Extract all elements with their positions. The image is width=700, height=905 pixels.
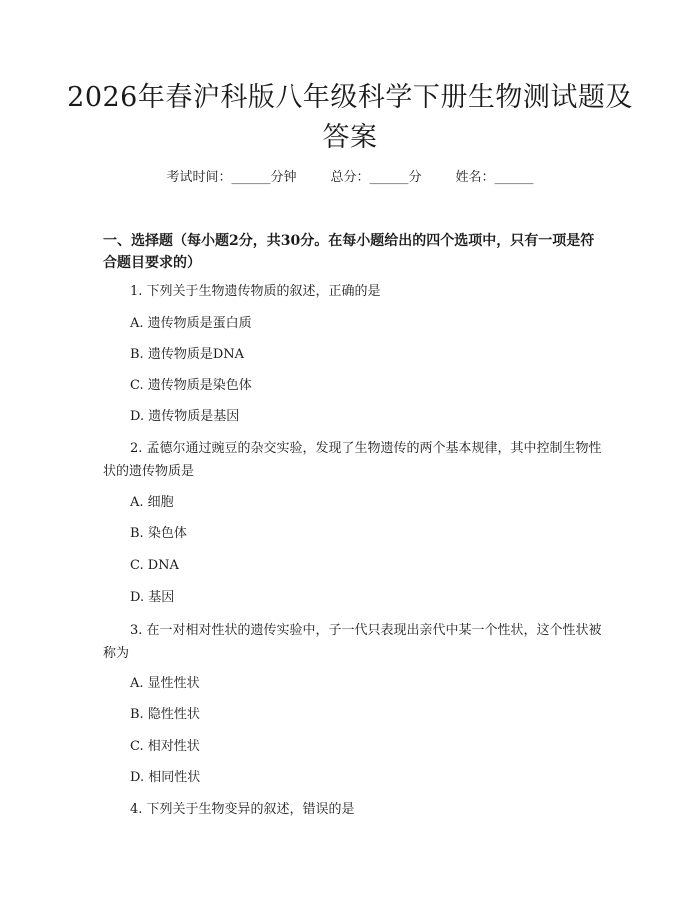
option-item: B. 遗传物质是DNA <box>130 347 245 362</box>
section-heading: 一、选择题（每小题2分，共30分。在每小题给出的四个选项中，只有一项是符合题目要求的） <box>103 233 595 271</box>
option-item: C. DNA <box>130 558 179 573</box>
option-item: A. 遗传物质是蛋白质 <box>130 316 252 331</box>
option-item: D. 遗传物质是基因 <box>130 409 240 424</box>
option-item: A. 显性性状 <box>130 676 200 691</box>
option-item: A. 细胞 <box>130 495 174 510</box>
option-item: C. 相对性状 <box>130 739 200 754</box>
exam-meta <box>0 168 700 188</box>
option-item: B. 隐性性状 <box>130 707 200 722</box>
question-stem: 3. 在一对相对性状的遗传实验中，子一代只表现出亲代中某一个性状，这个性状被称为 <box>103 623 602 661</box>
document-title: 2026年春沪科版八年级科学下册生物测试题及答案 <box>67 82 633 153</box>
option-item: D. 基因 <box>130 590 175 605</box>
student-name: 姓名：______ <box>455 170 534 185</box>
total-score: 总分：______分 <box>330 170 422 185</box>
option-item: D. 相同性状 <box>130 770 201 785</box>
option-item: C. 遗传物质是染色体 <box>130 378 252 393</box>
exam-time: 考试时间：______分钟 <box>166 170 297 185</box>
question-stem: 2. 孟德尔通过豌豆的杂交实验，发现了生物遗传的两个基本规律，其中控制生物性状的遗传物质是 <box>103 441 602 479</box>
question-stem: 4. 下列关于生物变异的叙述，错误的是 <box>130 802 355 817</box>
option-item: B. 染色体 <box>130 526 187 541</box>
question-stem: 1. 下列关于生物遗传物质的叙述，正确的是 <box>130 284 381 299</box>
